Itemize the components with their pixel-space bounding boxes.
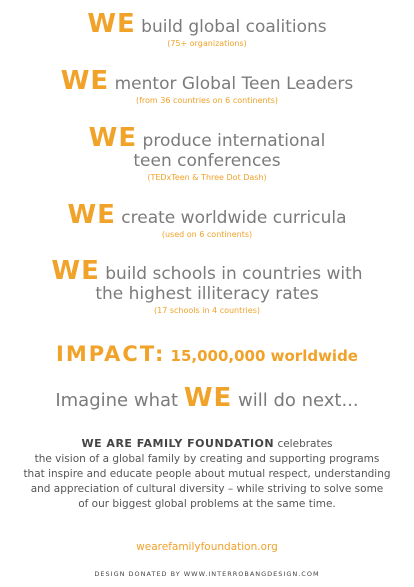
about-line-2: that inspire and educate people about mutual respect, understanding: [23, 468, 391, 480]
about-line-4: of our biggest global problems at the same time.: [78, 498, 336, 510]
statement-conferences: [0, 123, 414, 183]
statement-text: build global coalitions: [141, 17, 327, 37]
we-word: WE: [67, 200, 116, 230]
we-word: WE: [88, 123, 138, 153]
website-link[interactable]: wearefamilyfoundation.org: [136, 541, 278, 553]
imagine-before: Imagine what: [55, 390, 179, 411]
statement-text: mentor Global Teen Leaders: [114, 74, 354, 94]
statement-mentor: [0, 66, 414, 106]
statement-text: build schools in countries with: [105, 264, 363, 284]
impact-label: IMPACT:: [56, 342, 166, 366]
imagine-line: [0, 383, 414, 413]
we-word: WE: [60, 66, 110, 96]
statement-text: create worldwide curricula: [121, 208, 347, 228]
statement-text: produce international: [142, 131, 326, 151]
statement-schools: [0, 256, 414, 316]
statement-coalitions: [0, 9, 414, 49]
statement-text-line2: teen conferences: [133, 151, 281, 171]
about-line-0: celebrates: [277, 438, 333, 450]
we-word: WE: [51, 256, 100, 286]
statement-note: (75+ organizations): [167, 39, 247, 48]
statement-note: (17 schools in 4 countries): [154, 306, 260, 315]
about-line-1: the vision of a global family by creating and supporting programs: [34, 453, 380, 465]
design-credit: DESIGN DONATED BY WWW.INTERROBANGDESIGN.COM: [94, 570, 320, 578]
about-line-3: and appreciation of cultural diversity – while striving to solve some: [30, 483, 384, 495]
org-name: WE ARE FAMILY FOUNDATION: [81, 437, 275, 450]
imagine-after: will do next...: [238, 390, 359, 411]
we-word: WE: [87, 9, 136, 39]
impact-line: [0, 342, 414, 366]
statement-note: (used on 6 continents): [161, 230, 253, 239]
statement-note: (TEDxTeen & Three Dot Dash): [147, 173, 267, 182]
statement-note: (from 36 countries on 6 continents): [135, 96, 279, 105]
impact-value: 15,000,000 worldwide: [170, 347, 358, 365]
statement-curricula: [0, 200, 414, 240]
about-paragraph: [0, 436, 414, 512]
we-word: WE: [183, 383, 233, 413]
statement-text-line2: the highest illiteracy rates: [95, 284, 319, 304]
